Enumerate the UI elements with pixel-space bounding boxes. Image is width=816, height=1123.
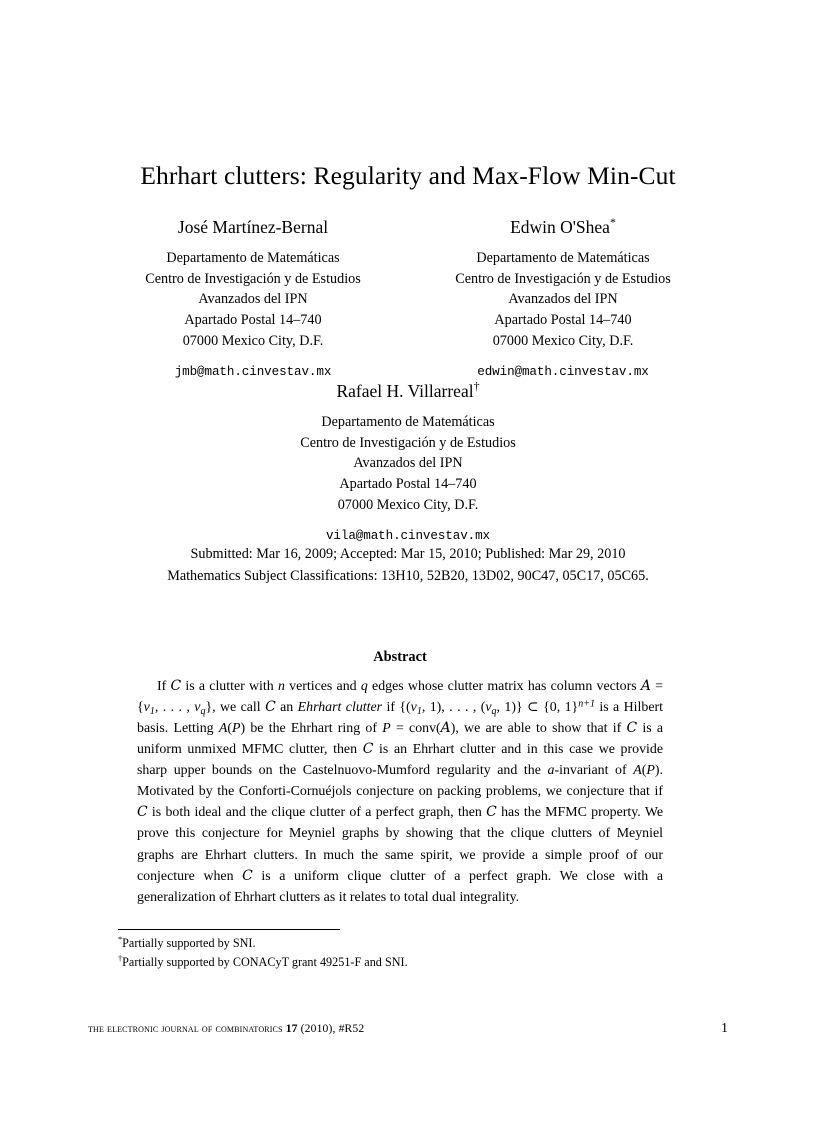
msc-classifications: Mathematics Subject Classifications: 13H10, 52B20, 13D02, 90C47, 05C17, 05C65. [167,568,649,584]
page-footer [88,1021,728,1037]
publication-meta [108,543,708,587]
author-email[interactable]: edwin@math.cinvestav.mx [477,365,649,379]
affiliation-line: Centro de Investigación y de Estudios [300,434,516,451]
footnote-marker: * [118,934,123,944]
abstract-body: If C is a clutter with n vertices and q edges whose clutter matrix has column vectors $A = \{v_1$, . . . , $v_q$}, we call C an Ehrhart clutter if {($v_1$, 1), . . . , ($v_q$, 1)} ⊂ {0, 1}$^{n+1}$ is a Hilbert basis. Letting A(P) be the Ehrhart ring of P = conv(A), we are able to show that if C is a uniform unmixed MFMC clutter, then C is an Ehrhart clutter and in this case we provide sharp upper bounds on the Castelnuovo-Mumford regularity and the a-invariant of A(P). Motivated by the Conforti-Cornuéjols conjecture on packing problems, we conjecture that if C is both ideal and the clique clutter of a perfect graph, then C has the MFMC property. We prove this conjecture for Meyniel graphs by showing that the clique clutters of Meyniel graphs are Ehrhart clutters. In much the same spirit, we provide a simple proof of our conjecture when C is a uniform clique clutter of a perfect graph. We close with a generalization of Ehrhart clutters as it relates to total dual integrality. [137,678,664,905]
footer-journal-line [88,1022,364,1035]
submission-dates: Submitted: Mar 16, 2009; Accepted: Mar 15, 2010; Published: Mar 29, 2010 [190,546,626,562]
author-column-2 [418,216,708,379]
affiliation-line: 07000 Mexico City, D.F. [182,333,324,350]
affiliation-line: 07000 Mexico City, D.F. [492,333,634,350]
footnote-rule [118,929,340,930]
page-title: Ehrhart clutters: Regularity and Max-Flow Min-Cut [140,161,676,190]
author-name: Rafael H. Villarreal† [336,379,480,401]
footnote-marker[interactable]: † [473,379,480,394]
author-email[interactable]: jmb@math.cinvestav.mx [174,365,332,379]
affiliation-line: 07000 Mexico City, D.F. [337,497,479,514]
author-column-1 [108,216,398,379]
affiliation-line: Centro de Investigación y de Estudios [455,270,671,287]
footnote-text: Partially supported by CONACyT grant 49251-F and SNI. [122,954,408,969]
journal-name: the electronic journal of combinatorics [88,1022,283,1035]
affiliation-line: Avanzados del IPN [353,455,463,472]
author-email[interactable]: vila@math.cinvestav.mx [325,529,491,543]
author-block-top [108,216,708,379]
affiliation-line: Departamento de Matemáticas [476,249,650,266]
author-name: José Martínez-Bernal [177,217,329,237]
abstract-heading: Abstract [373,649,427,665]
author-name: Edwin O'Shea* [510,215,616,237]
footnote-item [118,953,678,972]
footnote-text: Partially supported by SNI. [122,936,256,950]
footnote-item [118,934,678,953]
journal-issue: (2010), #R52 [300,1022,365,1035]
affiliation-line: Apartado Postal 14–740 [494,312,632,329]
affiliation-line: Apartado Postal 14–740 [184,312,322,329]
author-column-3 [208,380,608,543]
footnote-marker: † [118,953,123,963]
affiliation-line: Avanzados del IPN [508,291,618,308]
footnote-marker[interactable]: * [609,215,616,230]
affiliation-line: Departamento de Matemáticas [321,413,495,430]
affiliation-line: Departamento de Matemáticas [166,249,340,266]
footnote-block [118,934,678,971]
page-number: 1 [721,1021,728,1036]
affiliation-line: Centro de Investigación y de Estudios [145,270,361,287]
affiliation-line: Apartado Postal 14–740 [339,476,477,493]
affiliation-line: Avanzados del IPN [198,291,308,308]
journal-volume: 17 [285,1022,298,1035]
